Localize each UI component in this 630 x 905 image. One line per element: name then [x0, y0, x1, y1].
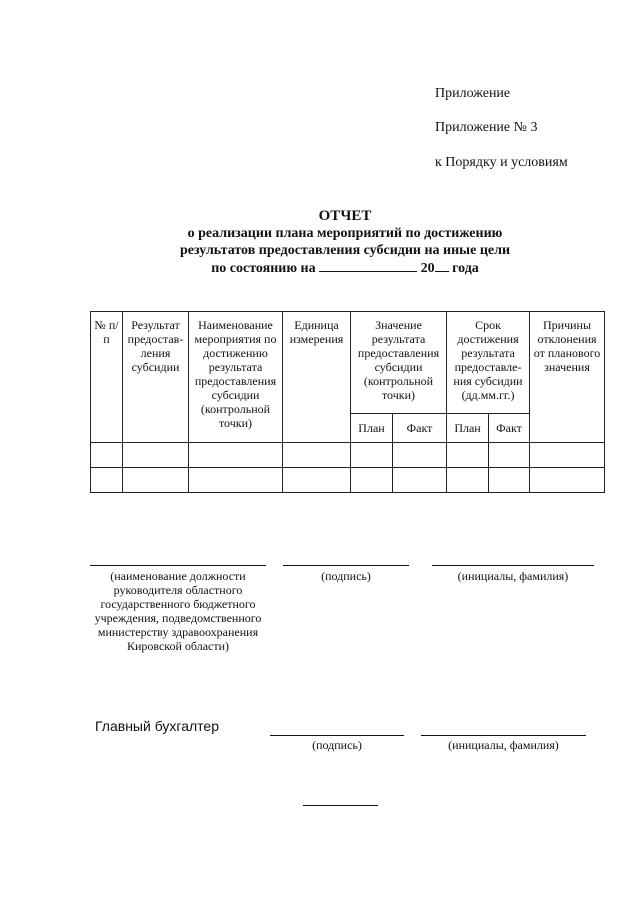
report-year: 20: [420, 261, 435, 276]
report-date-prefix: по состоянию на: [211, 261, 316, 276]
report-title-block: [120, 208, 570, 277]
report-date-line: [120, 259, 570, 277]
report-table: [90, 311, 605, 493]
report-subtitle-line2: результатов предоставления субсидии на иные цели: [179, 243, 511, 258]
position-signature-line: [90, 565, 266, 566]
header-event: Наименование мероприятия по достижению результата предоставления субсидии (контрольной точки): [189, 312, 283, 443]
appendix-number: Приложение № 3: [435, 120, 538, 135]
table-row: [91, 443, 605, 468]
header-reasons: Причины отклонения от планового значения: [530, 312, 605, 443]
header-num: № п/п: [91, 312, 123, 443]
header-deadline: Срок достижения результата предоставле-ния субсидии (дд.мм.гг.): [447, 312, 530, 414]
end-separator-line: [303, 805, 378, 806]
accountant-signature-caption: (подпись): [312, 738, 362, 752]
appendix-label: Приложение: [435, 86, 511, 101]
subheader-deadline-fact: Факт: [489, 414, 530, 443]
accountant-initials-line: [421, 735, 586, 736]
report-subtitle-line1: о реализации плана мероприятий по достижению: [187, 226, 503, 241]
position-caption: (наименование должности руководителя областного государственного бюджетного учреждения, подведомственного министерству здравоохранения Кировской области): [94, 569, 262, 653]
accountant-initials-caption: (инициалы, фамилия): [448, 738, 559, 752]
initials-line: [432, 565, 594, 566]
report-heading: ОТЧЕТ: [318, 208, 372, 224]
header-result: Результат предостав-ления субсидии: [123, 312, 189, 443]
subheader-value-fact: Факт: [393, 414, 447, 443]
table-row: [91, 468, 605, 493]
header-value: Значение результата предоставления субсидии (контрольной точки): [351, 312, 447, 414]
date-blank: [319, 259, 417, 272]
table-header-row: [91, 312, 605, 414]
year-blank: [435, 259, 449, 272]
signature-caption: (подпись): [321, 569, 371, 583]
header-unit: Единица измерения: [283, 312, 351, 443]
chief-accountant-label: Главный бухгалтер: [95, 718, 219, 734]
subheader-deadline-plan: План: [447, 414, 489, 443]
initials-caption: (инициалы, фамилия): [457, 569, 569, 583]
subheader-value-plan: План: [351, 414, 393, 443]
report-date-suffix: года: [452, 261, 479, 276]
appendix-reference: к Порядку и условиям: [435, 155, 568, 170]
signature-line: [283, 565, 409, 566]
accountant-signature-line: [270, 735, 404, 736]
